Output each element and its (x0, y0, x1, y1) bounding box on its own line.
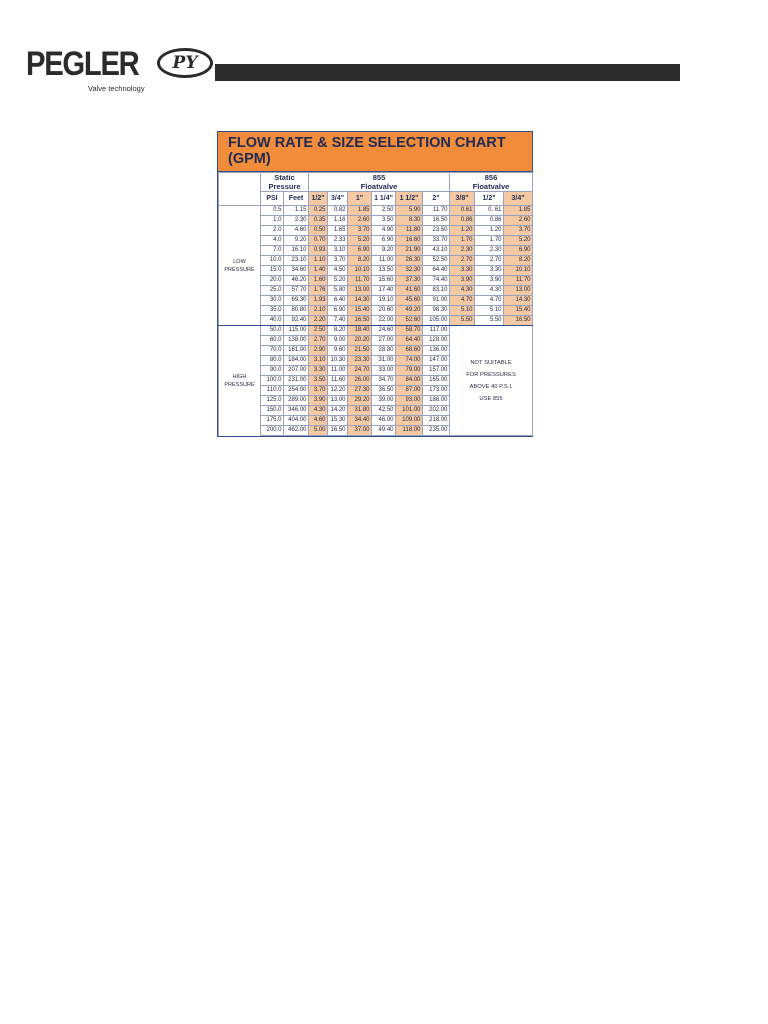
table-row (219, 226, 533, 236)
table-cell: 9.20 (284, 236, 309, 246)
table-cell: 4.60 (284, 226, 309, 236)
table-cell: 15.40 (504, 306, 533, 316)
table-cell: 2.30 (450, 246, 475, 256)
table-cell: 3.10 (328, 246, 348, 256)
table-row (219, 246, 533, 256)
high-pressure-label: HIGH PRESSURE (219, 326, 261, 436)
table-cell: 11.80 (396, 226, 423, 236)
table-cell: 31.80 (348, 406, 372, 416)
table-cell: 4.70 (475, 296, 504, 306)
table-cell: 4.60 (309, 416, 328, 426)
table-cell: 6.90 (348, 246, 372, 256)
table-cell: 18.40 (348, 326, 372, 336)
table-cell: 45.60 (396, 296, 423, 306)
table-cell: 16.50 (348, 316, 372, 326)
flow-table (218, 172, 533, 436)
table-cell: 98.30 (423, 306, 450, 316)
table-cell: 235.00 (423, 426, 450, 436)
table-cell: 93.00 (396, 396, 423, 406)
table-cell: 2.30 (284, 216, 309, 226)
table-cell: 16.50 (423, 216, 450, 226)
table-cell: 20.60 (372, 306, 396, 316)
table-cell: 13.00 (504, 286, 533, 296)
col-855-size: 1" (348, 192, 372, 206)
table-cell: 4.0 (261, 236, 284, 246)
table-cell: 40.0 (261, 316, 284, 326)
table-cell: 24.70 (348, 366, 372, 376)
table-cell: 64.40 (396, 336, 423, 346)
table-cell: 8.20 (328, 326, 348, 336)
table-cell: 3.90 (309, 396, 328, 406)
table-cell: 0.86 (450, 216, 475, 226)
table-cell: 2.50 (309, 326, 328, 336)
table-cell: 9.60 (328, 346, 348, 356)
table-cell: 2.50 (372, 206, 396, 216)
table-cell: 5.10 (475, 306, 504, 316)
table-cell: 26.00 (348, 376, 372, 386)
table-cell: 5.50 (475, 316, 504, 326)
pegler-logo (26, 46, 196, 96)
table-cell: 1.85 (348, 206, 372, 216)
table-cell: 3.90 (475, 276, 504, 286)
table-cell: 11.60 (328, 376, 348, 386)
table-cell: 3.70 (504, 226, 533, 236)
table-cell: 5.50 (450, 316, 475, 326)
table-cell: 13.00 (348, 286, 372, 296)
table-cell: 49.20 (396, 306, 423, 316)
col-856-size: 3/8" (450, 192, 475, 206)
table-cell: 11.00 (372, 256, 396, 266)
table-cell: 3.70 (348, 226, 372, 236)
table-cell: 31.00 (372, 356, 396, 366)
table-cell: 3.50 (372, 216, 396, 226)
table-cell: 0.70 (309, 236, 328, 246)
table-cell: 11.70 (423, 206, 450, 216)
table-cell: 3.90 (450, 276, 475, 286)
table-cell: 34.40 (348, 416, 372, 426)
table-cell: 4.70 (450, 296, 475, 306)
table-cell: 1.85 (504, 206, 533, 216)
table-cell: 11.00 (328, 366, 348, 376)
table-cell: 57.70 (284, 286, 309, 296)
table-cell: 26.30 (396, 256, 423, 266)
table-cell: 1.0 (261, 216, 284, 226)
table-cell: 13.50 (372, 266, 396, 276)
table-cell: 110.0 (261, 386, 284, 396)
table-cell: 14.30 (348, 296, 372, 306)
table-cell: 2.70 (475, 256, 504, 266)
table-cell: 84.00 (396, 376, 423, 386)
table-cell: 4.30 (475, 286, 504, 296)
table-cell: 7.40 (328, 316, 348, 326)
table-cell: 10.0 (261, 256, 284, 266)
table-cell: 0.61 (450, 206, 475, 216)
table-cell: 9.00 (328, 336, 348, 346)
table-cell: 2.60 (504, 216, 533, 226)
table-cell: 136.00 (423, 346, 450, 356)
table-cell: 34.70 (372, 376, 396, 386)
table-cell: 138.00 (284, 336, 309, 346)
low-pressure-label: LOW PRESSURE (219, 206, 261, 326)
table-cell: 2.20 (309, 316, 328, 326)
table-cell: 14.20 (328, 406, 348, 416)
table-cell: 10.30 (328, 356, 348, 366)
table-cell: 68.60 (396, 346, 423, 356)
col-856-size: 1/2" (475, 192, 504, 206)
table-cell: 1.65 (328, 226, 348, 236)
table-cell: 1.16 (328, 216, 348, 226)
col-855-size: 1 1/2" (396, 192, 423, 206)
table-cell: 41.60 (396, 286, 423, 296)
chart-title-line2: (GPM) (228, 151, 271, 167)
table-cell: 173.00 (423, 386, 450, 396)
table-cell: 16.50 (328, 426, 348, 436)
table-cell: 15.30 (328, 416, 348, 426)
table-cell: 101.00 (396, 406, 423, 416)
table-cell: 186.00 (423, 396, 450, 406)
table-cell: 33.70 (423, 236, 450, 246)
table-cell: 42.50 (372, 406, 396, 416)
table-cell: 207.00 (284, 366, 309, 376)
table-cell: 35.0 (261, 306, 284, 316)
table-cell: 4.30 (309, 406, 328, 416)
table-cell: 105.00 (423, 316, 450, 326)
table-cell: 117.00 (423, 326, 450, 336)
table-cell: 200.0 (261, 426, 284, 436)
table-cell: 91.00 (423, 296, 450, 306)
table-cell: 2.10 (309, 306, 328, 316)
table-cell: 8.20 (504, 256, 533, 266)
table-cell: 32.30 (396, 266, 423, 276)
table-cell: 5.20 (328, 276, 348, 286)
table-cell: 0.25 (309, 206, 328, 216)
table-cell: 52.60 (396, 316, 423, 326)
header-856: 856 Floatvalve (450, 173, 533, 192)
table-cell: 83.10 (423, 286, 450, 296)
table-cell: 52.50 (423, 256, 450, 266)
table-row (219, 206, 533, 216)
flow-rate-chart (217, 131, 533, 437)
table-cell: 3.70 (309, 386, 328, 396)
table-cell: 10.10 (348, 266, 372, 276)
table-cell: 23.30 (348, 356, 372, 366)
table-cell: 50.0 (261, 326, 284, 336)
table-cell: 5.80 (328, 286, 348, 296)
table-cell: 28.80 (372, 346, 396, 356)
table-cell: 21.90 (396, 246, 423, 256)
table-cell: 79.00 (396, 366, 423, 376)
table-cell: 1.76 (309, 286, 328, 296)
col-855-size: 3/4" (328, 192, 348, 206)
table-cell: 37.00 (348, 426, 372, 436)
table-row (219, 326, 533, 336)
table-row (219, 286, 533, 296)
table-cell: 1.15 (284, 206, 309, 216)
table-cell: 21.50 (348, 346, 372, 356)
table-cell: 16.50 (504, 316, 533, 326)
table-cell: 109.00 (396, 416, 423, 426)
table-cell: 6.90 (372, 236, 396, 246)
table-cell: 128.00 (423, 336, 450, 346)
table-cell: 5.90 (396, 206, 423, 216)
table-cell: 23.10 (284, 256, 309, 266)
table-cell: 43.10 (423, 246, 450, 256)
table-cell: 1.10 (309, 256, 328, 266)
table-cell: 60.0 (261, 336, 284, 346)
table-cell: 33.00 (372, 366, 396, 376)
table-cell: 100.0 (261, 376, 284, 386)
col-856-size: 3/4" (504, 192, 533, 206)
table-cell: 14.30 (504, 296, 533, 306)
table-cell: 74.40 (423, 276, 450, 286)
chart-title (218, 132, 532, 172)
table-cell: 0.50 (309, 226, 328, 236)
table-cell: 15.0 (261, 266, 284, 276)
table-cell: 7.0 (261, 246, 284, 256)
header-bar (215, 64, 680, 81)
logo-badge: PY (157, 48, 213, 78)
col-psi: PSI (261, 192, 284, 206)
table-cell: 24.60 (372, 326, 396, 336)
table-cell: 175.0 (261, 416, 284, 426)
table-cell: 1.70 (475, 236, 504, 246)
table-cell: 218.00 (423, 416, 450, 426)
table-cell: 6.90 (328, 306, 348, 316)
table-cell: 22.00 (372, 316, 396, 326)
table-cell: 8.30 (396, 216, 423, 226)
logo-wordmark: PEGLER (26, 45, 139, 83)
chart-title-line1: FLOW RATE & SIZE SELECTION CHART (228, 135, 506, 151)
table-cell: 23.50 (423, 226, 450, 236)
table-cell: 34.60 (284, 266, 309, 276)
table-cell: 125.0 (261, 396, 284, 406)
table-cell: 2.70 (309, 336, 328, 346)
table-cell: 16.60 (396, 236, 423, 246)
table-cell: 46.20 (284, 276, 309, 286)
table-cell: 115.00 (284, 326, 309, 336)
table-cell: 2.33 (328, 236, 348, 246)
table-cell: 27.00 (372, 336, 396, 346)
table-cell: 6.90 (504, 246, 533, 256)
header-855: 855 Floatvalve (309, 173, 450, 192)
table-cell: 8.20 (348, 256, 372, 266)
table-cell: 3.30 (475, 266, 504, 276)
table-cell: 29.20 (348, 396, 372, 406)
group-header-blank (219, 173, 261, 206)
table-cell: 25.0 (261, 286, 284, 296)
table-row (219, 276, 533, 286)
table-cell: 3.70 (328, 256, 348, 266)
table-cell: 2.30 (475, 246, 504, 256)
table-cell: 11.70 (504, 276, 533, 286)
table-cell: 11.70 (348, 276, 372, 286)
table-cell: 80.0 (261, 356, 284, 366)
table-cell: 70.0 (261, 346, 284, 356)
table-row (219, 256, 533, 266)
table-cell: 74.00 (396, 356, 423, 366)
table-cell: 462.00 (284, 426, 309, 436)
table-cell: 37.30 (396, 276, 423, 286)
table-cell: 5.20 (504, 236, 533, 246)
table-cell: 36.50 (372, 386, 396, 396)
table-cell: 254.00 (284, 386, 309, 396)
table-cell: 3.30 (309, 366, 328, 376)
table-cell: 27.30 (348, 386, 372, 396)
table-cell: 231.00 (284, 376, 309, 386)
table-cell: 15.40 (348, 306, 372, 316)
table-cell: 20.20 (348, 336, 372, 346)
table-cell: 15.60 (372, 276, 396, 286)
table-header-row-2 (219, 192, 533, 206)
table-cell: 346.00 (284, 406, 309, 416)
table-cell: 2.70 (450, 256, 475, 266)
table-cell: 5.20 (348, 236, 372, 246)
static-pressure-header: Static Pressure (261, 173, 309, 192)
table-cell: 2.0 (261, 226, 284, 236)
table-cell: 0.35 (309, 216, 328, 226)
table-row (219, 296, 533, 306)
flow-table-body (219, 206, 533, 436)
table-cell: 46.00 (372, 416, 396, 426)
table-cell: 16.10 (284, 246, 309, 256)
col-855-size: 2" (423, 192, 450, 206)
table-row (219, 236, 533, 246)
table-cell: 0.82 (328, 206, 348, 216)
table-cell: 1.93 (309, 296, 328, 306)
table-cell: 3.30 (450, 266, 475, 276)
table-cell: 0.86 (475, 216, 504, 226)
table-cell: 150.0 (261, 406, 284, 416)
table-cell: 13.00 (328, 396, 348, 406)
table-cell: 92.40 (284, 316, 309, 326)
table-cell: 6.40 (328, 296, 348, 306)
table-cell: 157.00 (423, 366, 450, 376)
table-cell: 3.10 (309, 356, 328, 366)
table-cell: 5.00 (309, 426, 328, 436)
table-cell: 39.00 (372, 396, 396, 406)
table-cell: 165.00 (423, 376, 450, 386)
table-cell: 184.00 (284, 356, 309, 366)
not-suitable-note: NOT SUITABLE FOR PRESSURES ABOVE 40 P.S.I. USE 855 (450, 326, 533, 436)
table-cell: 1.70 (450, 236, 475, 246)
table-cell: 30.0 (261, 296, 284, 306)
table-cell: 80.80 (284, 306, 309, 316)
col-855-size: 1/2" (309, 192, 328, 206)
table-cell: 49.40 (372, 426, 396, 436)
logo-tagline: Valve technology (88, 84, 145, 93)
table-cell: 1.20 (475, 226, 504, 236)
table-cell: 9.20 (372, 246, 396, 256)
col-855-size: 1 1/4" (372, 192, 396, 206)
table-cell: 90.0 (261, 366, 284, 376)
table-cell: 1.60 (309, 276, 328, 286)
table-cell: 404.00 (284, 416, 309, 426)
table-cell: 161.00 (284, 346, 309, 356)
table-cell: 2.90 (309, 346, 328, 356)
table-cell: 3.50 (309, 376, 328, 386)
table-row (219, 216, 533, 226)
table-cell: 0.93 (309, 246, 328, 256)
col-feet: Feet (284, 192, 309, 206)
table-cell: 147.00 (423, 356, 450, 366)
table-cell: 64.40 (423, 266, 450, 276)
table-cell: 1.20 (450, 226, 475, 236)
table-cell: 1.40 (309, 266, 328, 276)
table-row (219, 266, 533, 276)
table-row (219, 306, 533, 316)
table-cell: 20.0 (261, 276, 284, 286)
table-cell: 4.30 (450, 286, 475, 296)
table-cell: 118.00 (396, 426, 423, 436)
table-cell: 10.10 (504, 266, 533, 276)
table-cell: 19.10 (372, 296, 396, 306)
table-cell: 4.50 (328, 266, 348, 276)
table-cell: 17.40 (372, 286, 396, 296)
table-cell: 0..61 (475, 206, 504, 216)
table-cell: 0.5 (261, 206, 284, 216)
table-cell: 58.70 (396, 326, 423, 336)
table-cell: 12.20 (328, 386, 348, 396)
table-cell: 2.60 (348, 216, 372, 226)
table-row (219, 316, 533, 326)
table-cell: 289.00 (284, 396, 309, 406)
table-cell: 202.00 (423, 406, 450, 416)
table-cell: 5.10 (450, 306, 475, 316)
table-cell: 4.90 (372, 226, 396, 236)
table-cell: 69.30 (284, 296, 309, 306)
table-header-row-1 (219, 173, 533, 192)
table-cell: 87.00 (396, 386, 423, 396)
